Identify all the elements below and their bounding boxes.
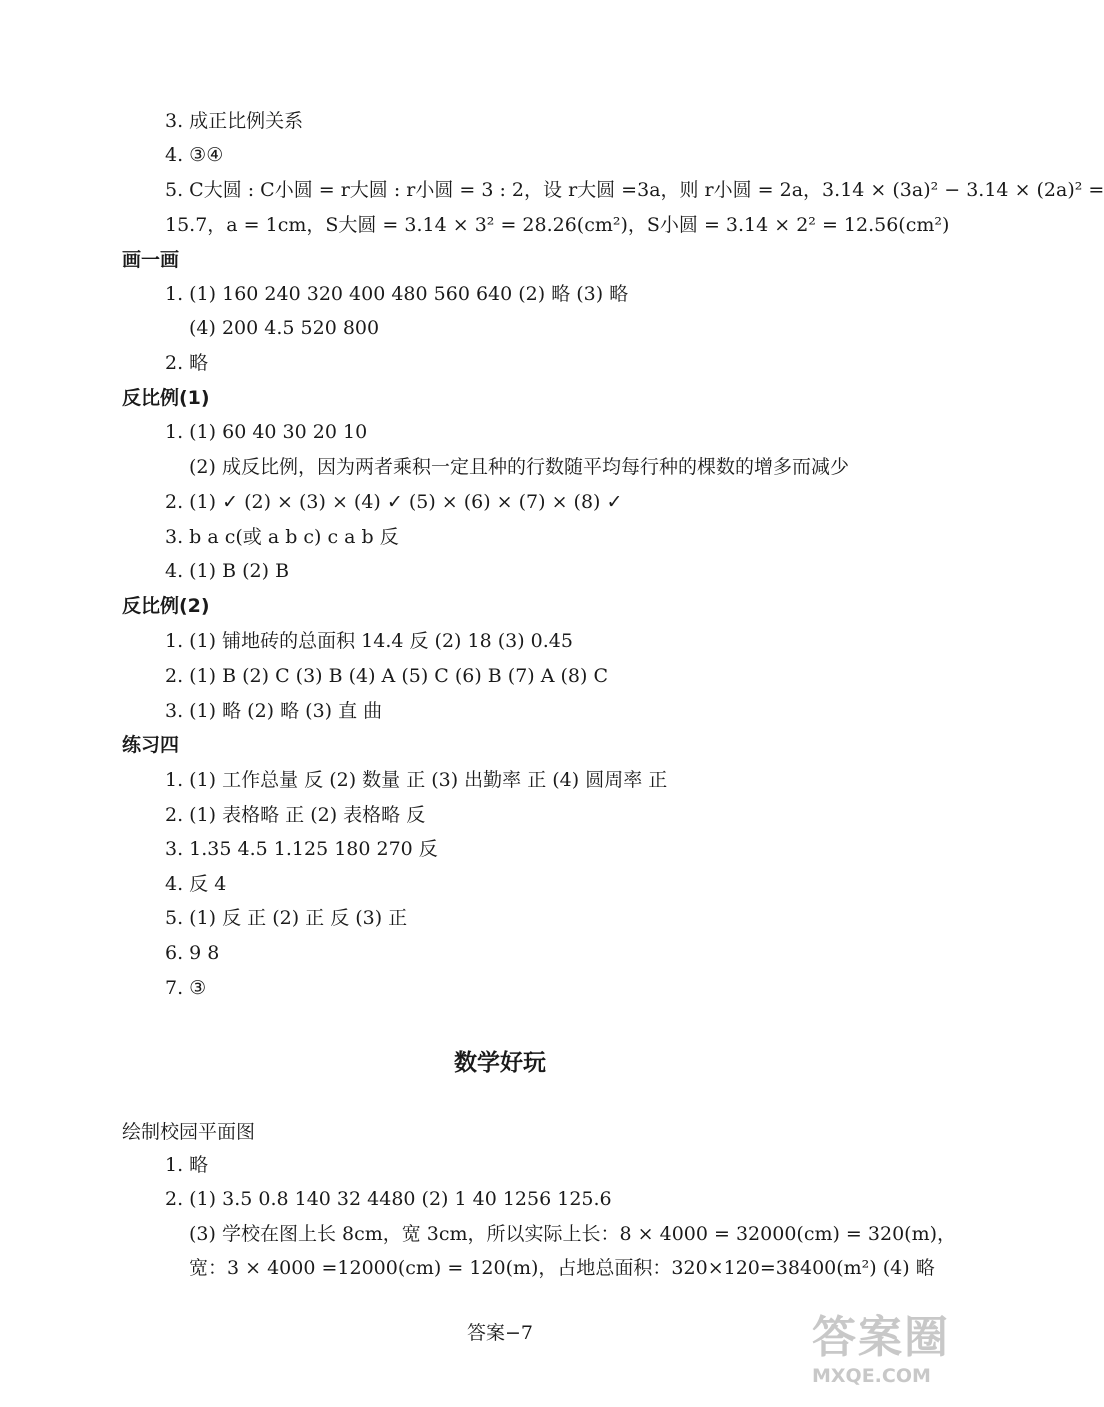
answer-line: 宽：3 × 4000 =12000(cm) = 120(m)，占地总面积：320×120=38400(m²) (4) 略 — [189, 1257, 935, 1279]
section-heading: 练习四 — [122, 734, 180, 756]
answer-line: (4) 200 4.5 520 800 — [189, 317, 380, 339]
section-heading: 绘制校园平面图 — [122, 1121, 256, 1143]
answer-line: 6. 9 8 — [165, 942, 220, 964]
section-heading: 反比例(2) — [122, 595, 210, 617]
answer-line: 1. (1) 工作总量 反 (2) 数量 正 (3) 出勤率 正 (4) 圆周率 正 — [165, 769, 668, 791]
answer-line: 5. (1) 反 正 (2) 正 反 (3) 正 — [165, 907, 408, 929]
answer-line: 1. (1) 160 240 320 400 480 560 640 (2) 略 (3) 略 — [165, 283, 629, 305]
answer-line: 2. 略 — [165, 352, 209, 374]
answer-line: 2. (1) ✓ (2) × (3) × (4) ✓ (5) × (6) × (7) × (8) ✓ — [165, 491, 623, 513]
answer-line: 2. (1) B (2) C (3) B (4) A (5) C (6) B (7) A (8) C — [165, 665, 609, 687]
watermark-url: MXQE.COM — [812, 1365, 931, 1387]
chapter-title: 数学好玩 — [454, 1050, 546, 1076]
page-number: 答案−7 — [466, 1322, 533, 1344]
answer-line: 4. 反 4 — [165, 873, 227, 895]
answer-line: 3. 1.35 4.5 1.125 180 270 反 — [165, 838, 438, 860]
answer-line: 5. C大圆 : C小圆 = r大圆 : r小圆 = 3 : 2，设 r大圆 =3a，则 r小圆 = 2a，3.14 × (3a)² − 3.14 × (2a)² = — [165, 179, 1104, 201]
answer-line: 4. (1) B (2) B — [165, 560, 290, 582]
section-heading: 画一画 — [122, 249, 180, 271]
answer-line: 2. (1) 表格略 正 (2) 表格略 反 — [165, 804, 426, 826]
answer-line: 3. b a c(或 a b c) c a b 反 — [165, 526, 399, 548]
answer-line: 3. 成正比例关系 — [165, 110, 304, 132]
answer-line: 2. (1) 3.5 0.8 140 32 4480 (2) 1 40 1256 125.6 — [165, 1188, 612, 1210]
answer-line: 1. (1) 铺地砖的总面积 14.4 反 (2) 18 (3) 0.45 — [165, 630, 573, 652]
answer-line: 4. ③④ — [165, 144, 224, 166]
answer-line: 3. (1) 略 (2) 略 (3) 直 曲 — [165, 700, 383, 722]
answer-line: (3) 学校在图上长 8cm，宽 3cm，所以实际上长：8 × 4000 = 32000(cm) = 320(m)， — [189, 1223, 956, 1245]
answer-line: 1. 略 — [165, 1154, 209, 1176]
answer-line: 15.7，a = 1cm，S大圆 = 3.14 × 3² = 28.26(cm²)，S小圆 = 3.14 × 2² = 12.56(cm²) — [165, 214, 950, 236]
answer-line: 7. ③ — [165, 977, 207, 999]
watermark-logo-text: 答案圈 — [812, 1312, 950, 1363]
section-heading: 反比例(1) — [122, 387, 210, 409]
answer-line: 1. (1) 60 40 30 20 10 — [165, 421, 368, 443]
answer-line: (2) 成反比例，因为两者乘积一定且种的行数随平均每行种的棵数的增多而减少 — [189, 456, 849, 478]
watermark-logo — [812, 1312, 992, 1397]
